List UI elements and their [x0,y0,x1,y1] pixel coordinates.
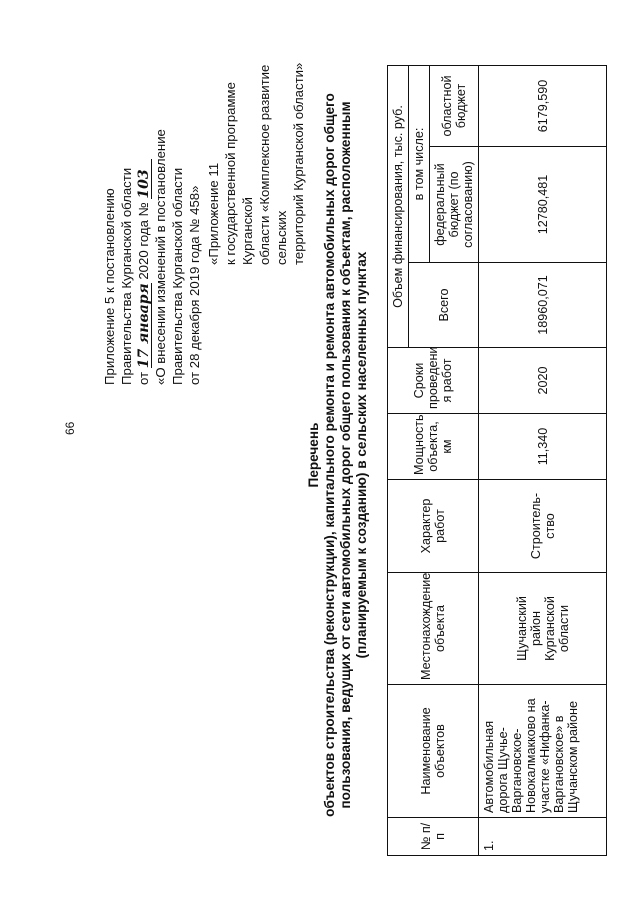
cell-location: Щучанский район Курганской области [479,573,607,685]
header-location: Местонахождение объекта [388,573,479,685]
cell-work-type: Строитель-ство [479,480,607,573]
header-funding: Объем финансирования, тыс. руб. [388,65,409,347]
program-line-4: территорий Курганской области» [291,62,306,265]
header-name: Наименование объектов [388,685,479,818]
cell-num: 1. [479,818,607,856]
header-capacity: Мощность объекта, км [388,414,479,480]
header-work-type: Характер работ [388,480,479,573]
cell-period: 2020 [479,348,607,414]
document-title [306,65,370,845]
appendix-line-1: Приложение 5 к постановлению [102,188,117,385]
header-regional: областной бюджет [430,65,479,146]
appendix-line-5: Правительства Курганской области [170,167,185,385]
date-prefix: от [136,371,151,385]
header-including: в том числе: [409,65,430,262]
page-number: 66 [63,421,77,435]
cell-name: Автомобильная дорога Щучье-Варгановское-Новокалмакково на участке «Нифанка-Варгановское» в Щучанском районе [479,685,607,818]
appendix-line-4: «О внесении изменений в постановление [153,129,168,385]
title-line-1: объектов строительства (реконструкции), капитального ремонта и ремонта автомобильных дорог общего [322,93,337,817]
header-period: Сроки проведени я работ [388,348,479,414]
cell-total: 18960,071 [479,263,607,348]
table-row [479,65,607,855]
cell-federal: 12780,481 [479,147,607,263]
header-total: Всего [409,263,479,348]
program-line-3: области «Комплексное развитие сельских [257,64,289,265]
title-line-2: пользования, ведущих от сети автомобильных дорог общего пользования к объектам, расположенным [338,101,353,809]
program-line-1: «Приложение 11 [206,162,221,265]
date-mid: 2020 года № [136,202,151,280]
program-appendix [205,15,307,265]
title-heading: Перечень [306,422,321,488]
objects-table [387,65,607,856]
program-line-2: к государственной программе Курганской [223,82,255,265]
appendix-header [101,25,203,385]
handwritten-date: 17 января [136,283,152,369]
appendix-line-2: Правительства Курганской области [119,167,134,385]
title-line-3: (планируемым к созданию) в сельских населенных пунктах [354,251,369,659]
appendix-line-6: от 28 декабря 2019 года № 458» [187,185,202,385]
header-num: № п/п [388,818,479,856]
header-federal: федеральный бюджет (по согласованию) [430,147,479,263]
handwritten-number: 103 [137,159,152,199]
cell-capacity: 11,340 [479,414,607,480]
cell-regional: 6179,590 [479,65,607,146]
appendix-line-3 [135,25,152,385]
